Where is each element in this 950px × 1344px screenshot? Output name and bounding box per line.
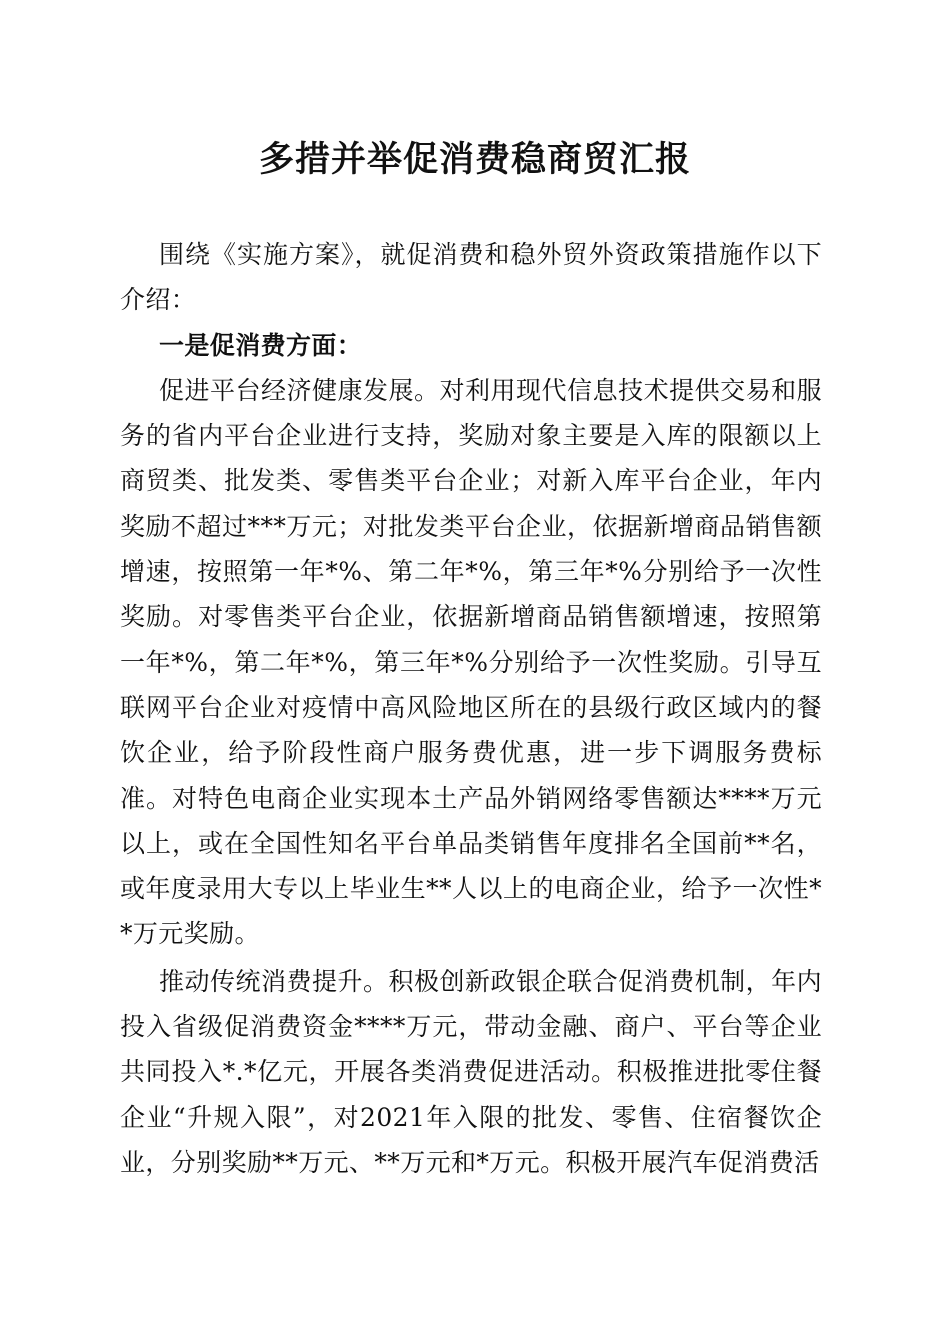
document-title: 多措并举促消费稳商贸汇报 [258,139,691,180]
intro-paragraph: 围绕《实施方案》，就促消费和稳外贸外资政策措施作以下介绍： [120,240,822,315]
document-body [120,232,822,1185]
traditional-consumption-paragraph: 推动传统消费提升。积极创新政银企联合促消费机制，年内投入省级促消费资金****万元，带动金融、商户、平台等企业共同投入*.*亿元，开展各类消费促进活动。积极推进批零住餐企业“升规入限”，对2021年入限的批发、零售、住宿餐饮企业，分别奖励**万元、**万元和*万元。积极开展汽车促消费活 [120,966,822,1177]
section-heading: 一是促消费方面： [159,330,363,360]
platform-economy-paragraph: 促进平台经济健康发展。对利用现代信息技术提供交易和服务的省内平台企业进行支持，奖励对象主要是入库的限额以上商贸类、批发类、零售类平台企业；对新入库平台企业，年内奖励不超过***万元；对批发类平台企业，依据新增商品销售额增速，按照第一年*%、第二年*%，第三年*%分别给予一次性奖励。对零售类平台企业，依据新增商品销售额增速，按照第一年*%，第二年*%，第三年*%分别给予一次性奖励。引导互联网平台企业对疫情中高风险地区所在的县级行政区域内的餐饮企业，给予阶段性商户服务费优惠，进一步下调服务费标准。对特色电商企业实现本土产品外销网络零售额达****万元以上，或在全国性知名平台单品类销售年度排名全国前**名，或年度录用大专以上毕业生**人以上的电商企业，给予一次性**万元奖励。 [120,375,822,949]
